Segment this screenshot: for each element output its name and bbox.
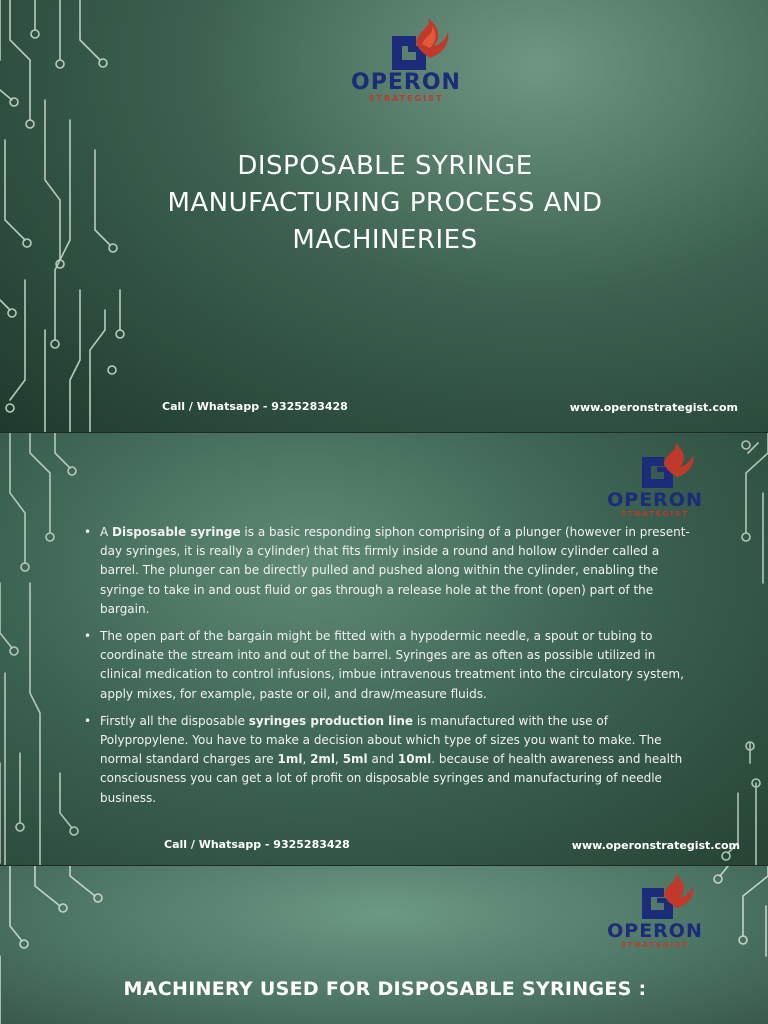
- bullet-icon: •: [84, 629, 92, 644]
- website-link[interactable]: www.operonstrategist.com: [571, 839, 740, 852]
- website-link[interactable]: www.operonstrategist.com: [569, 401, 738, 414]
- slide-machinery: [0, 866, 768, 1024]
- logo-sub-text: STRATEGIST: [621, 510, 689, 518]
- logo-brand-text: OPERON: [607, 920, 703, 942]
- description-list: [84, 523, 696, 816]
- operon-logo: [600, 874, 710, 950]
- logo-brand-text: OPERON: [607, 489, 703, 511]
- title-line-3: MACHINERIES: [292, 225, 478, 255]
- title-line-2: MANUFACTURING PROCESS AND: [167, 188, 603, 218]
- logo-sub-text: STRATEGIST: [621, 941, 689, 949]
- machinery-heading: MACHINERY USED FOR DISPOSABLE SYRINGES :: [123, 978, 647, 1000]
- list-item: • Firstly all the disposable syringes production line is manufactured with the use of Polypropylene. You have to make a decision about which type of sizes you want to make. The normal standard charges are 1ml, 2ml, 5ml and 10ml. because of health awareness and health consciousness you can get a lot of profit on disposable syringes and manufacturing of needle business.: [84, 713, 683, 805]
- operon-logo: [600, 443, 710, 519]
- circuit-decoration-left-icon: [0, 433, 90, 865]
- flame-logo-icon: [600, 443, 710, 493]
- slide-title: [0, 0, 768, 432]
- circuit-decoration-icon: [0, 0, 130, 432]
- circuit-decoration-left-icon: [0, 866, 110, 1024]
- flame-logo-icon: [346, 18, 466, 74]
- call-text: Call / Whatsapp - 9325283428: [164, 838, 350, 851]
- operon-logo: [346, 18, 466, 102]
- logo-brand-text: OPERON: [351, 70, 461, 95]
- list-item: • A Disposable syringe is a basic responding siphon comprising of a plunger (however in present-day syringes, it is really a cylinder) that fits firmly inside a round and hollow cylinder called a barrel. The plunger can be directly pulled and pushed along within the cylinder, enabling the syringe to take in and oust fluid or gas through a release hole at the front (open) part of the bargain.: [84, 525, 690, 616]
- bullet-icon: •: [84, 713, 92, 728]
- flame-logo-icon: [600, 874, 710, 924]
- logo-sub-text: STRATEGIST: [368, 94, 444, 103]
- bullet-icon: •: [84, 525, 92, 539]
- list-item: • The open part of the bargain might be fitted with a hypodermic needle, a spout or tubing to coordinate the stream into and out of the barrel. Syringes are as often as possible utilized in clinical medication to control infusions, imbue intravenous treatment into the circulatory system, apply mixes, for example, paste or oil, and draw/measure fluids.: [84, 629, 684, 701]
- call-text: Call / Whatsapp - 9325283428: [162, 400, 348, 413]
- slide-description: [0, 433, 768, 865]
- title-line-1: DISPOSABLE SYRINGE: [237, 151, 533, 181]
- circuit-decoration-right-icon: [708, 433, 768, 865]
- slide-title-heading: [160, 148, 610, 259]
